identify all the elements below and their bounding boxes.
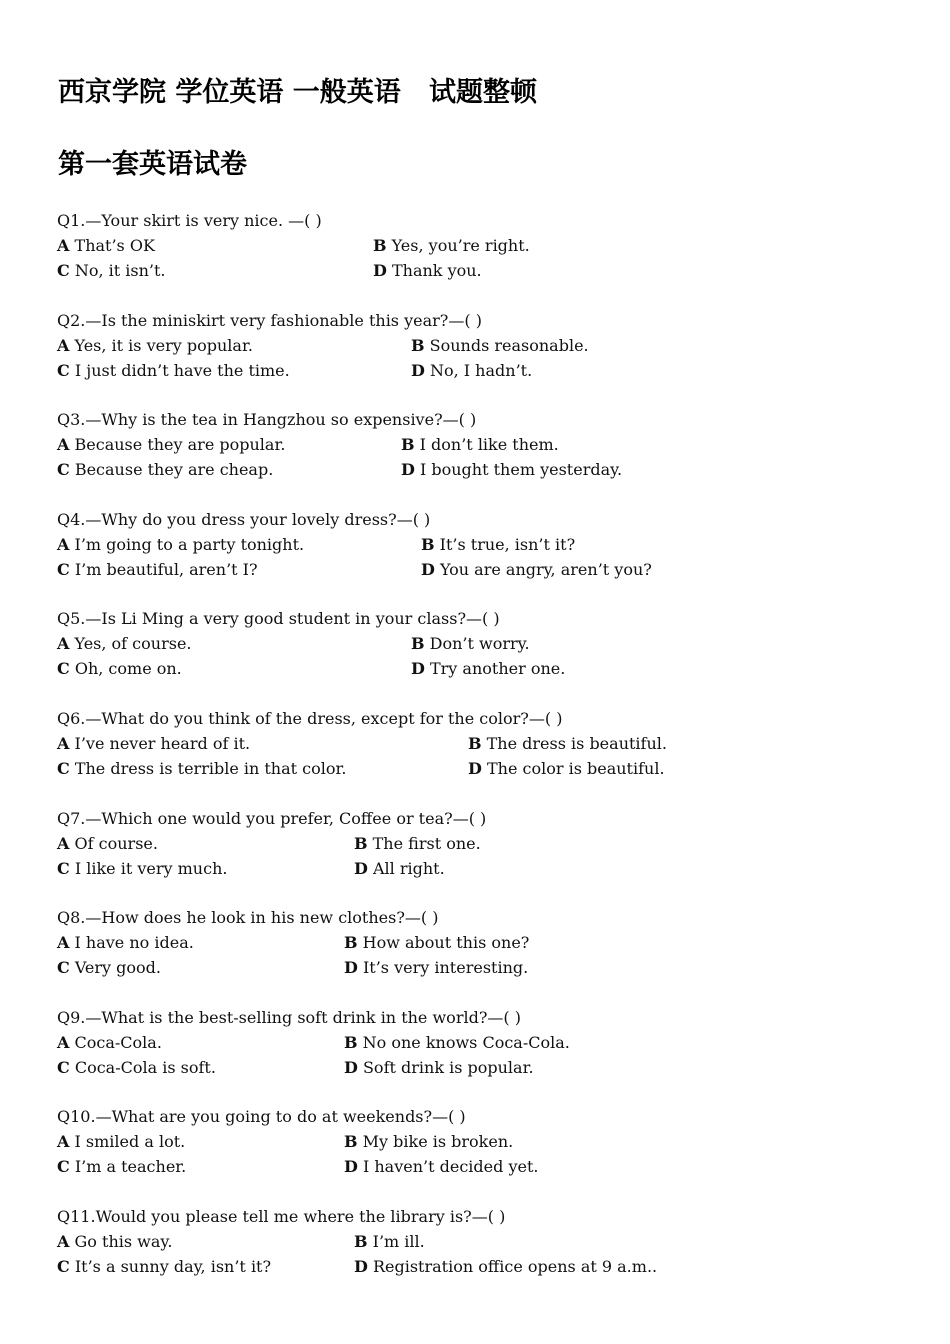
option-row	[57, 358, 937, 383]
option-a	[57, 1129, 185, 1154]
option-letter: B	[468, 733, 482, 753]
option-a	[57, 432, 285, 457]
option-row	[57, 1154, 937, 1179]
question-9	[57, 1005, 937, 1105]
option-letter: C	[57, 261, 70, 280]
option-text: Registration office opens at 9 a.m..	[372, 1256, 658, 1276]
option-text: Because they are cheap.	[74, 460, 274, 480]
option-row	[57, 1055, 937, 1080]
option-d	[344, 1055, 534, 1080]
option-text: Coca-Cola.	[74, 1032, 162, 1052]
question-5	[57, 606, 937, 706]
option-b	[344, 1030, 570, 1055]
question-11	[57, 1204, 937, 1304]
option-text: It’s a sunny day, isn’t it?	[74, 1256, 272, 1276]
option-row	[57, 1030, 937, 1055]
option-row	[57, 1129, 937, 1154]
question-2	[57, 308, 937, 408]
option-letter: D	[344, 1157, 358, 1177]
option-letter: D	[421, 559, 435, 579]
option-b	[401, 432, 559, 457]
question-3	[57, 407, 937, 507]
option-c	[57, 1055, 216, 1080]
option-b	[411, 631, 530, 656]
question-stem: Q9.—What is the best-selling soft drink in the world?—( )	[57, 1007, 521, 1027]
option-letter: D	[354, 1256, 368, 1276]
option-letter: A	[57, 1132, 70, 1152]
option-letter: C	[57, 460, 70, 480]
option-text: I like it very much.	[74, 858, 228, 878]
option-letter: C	[57, 858, 70, 878]
option-row	[57, 756, 937, 781]
option-d	[401, 457, 622, 482]
option-text: I bought them yesterday.	[419, 460, 623, 480]
option-text: Sounds reasonable.	[429, 335, 589, 355]
option-row	[57, 233, 937, 258]
option-text: You are angry, aren’t you?	[439, 559, 652, 579]
option-b	[421, 532, 575, 557]
option-d	[354, 1254, 657, 1279]
option-text: The dress is terrible in that color.	[74, 758, 347, 778]
option-text: I’m going to a party tonight.	[74, 534, 305, 554]
option-letter: D	[354, 858, 368, 878]
option-letter: A	[57, 1231, 70, 1251]
option-letter: B	[354, 833, 368, 853]
option-text: I don’t like them.	[419, 435, 559, 455]
option-b	[373, 233, 530, 258]
option-d	[411, 656, 565, 681]
question-list	[57, 208, 937, 1304]
option-row	[57, 258, 937, 283]
option-d	[411, 358, 532, 383]
option-d	[344, 955, 528, 980]
option-row	[57, 333, 937, 358]
option-letter: B	[411, 634, 425, 654]
option-b	[411, 333, 589, 358]
option-letter: C	[57, 559, 70, 579]
option-text: I’m ill.	[372, 1231, 425, 1251]
question-stem: Q3.—Why is the tea in Hangzhou so expensive?—( )	[57, 410, 477, 430]
option-letter: C	[57, 360, 70, 380]
question-stem: Q5.—Is Li Ming a very good student in your class?—( )	[57, 609, 500, 629]
option-letter: A	[57, 833, 70, 853]
option-text: Because they are popular.	[74, 435, 286, 455]
option-row	[57, 955, 937, 980]
option-row	[57, 831, 937, 856]
option-row	[57, 457, 937, 482]
option-text: My bike is broken.	[362, 1132, 514, 1152]
question-10	[57, 1104, 937, 1204]
option-c	[57, 557, 258, 582]
option-row	[57, 731, 937, 756]
option-text: Coca-Cola is soft.	[74, 1057, 216, 1077]
option-c	[57, 656, 182, 681]
option-c	[57, 358, 290, 383]
option-text: No, it isn’t.	[74, 261, 166, 280]
option-c	[57, 856, 227, 881]
option-row	[57, 1229, 937, 1254]
option-d	[468, 756, 665, 781]
option-letter: D	[344, 1057, 358, 1077]
option-text: That’s OK	[74, 236, 155, 255]
option-text: Don’t worry.	[429, 634, 530, 654]
option-text: Of course.	[74, 833, 158, 853]
option-text: I’m beautiful, aren’t I?	[74, 559, 258, 579]
option-letter: C	[57, 659, 70, 679]
option-text: No, I hadn’t.	[429, 360, 533, 380]
option-a	[57, 532, 304, 557]
option-c	[57, 1254, 271, 1279]
option-d	[373, 258, 482, 283]
option-letter: A	[57, 1032, 70, 1052]
option-row	[57, 631, 937, 656]
option-text: No one knows Coca-Cola.	[362, 1032, 570, 1052]
option-letter: B	[401, 435, 415, 455]
option-d	[354, 856, 445, 881]
document-title: 西京学院 学位英语 一般英语 试题整顿	[58, 77, 537, 108]
option-a	[57, 233, 155, 258]
option-text: The color is beautiful.	[486, 758, 665, 778]
option-letter: A	[57, 733, 70, 753]
option-c	[57, 457, 273, 482]
question-1	[57, 208, 937, 308]
option-row	[57, 656, 937, 681]
question-4	[57, 507, 937, 607]
question-6	[57, 706, 937, 806]
option-letter: A	[57, 534, 70, 554]
option-row	[57, 532, 937, 557]
option-letter: C	[57, 1256, 70, 1276]
option-letter: B	[421, 534, 435, 554]
option-a	[57, 1030, 162, 1055]
option-text: The dress is beautiful.	[486, 733, 667, 753]
option-text: Yes, of course.	[74, 634, 192, 654]
option-a	[57, 631, 192, 656]
option-d	[421, 557, 652, 582]
option-row	[57, 557, 937, 582]
option-text: Oh, come on.	[74, 659, 182, 679]
option-row	[57, 432, 937, 457]
question-stem: Q8.—How does he look in his new clothes?—( )	[57, 908, 439, 928]
option-letter: B	[344, 933, 358, 953]
option-c	[57, 756, 346, 781]
option-text: I smiled a lot.	[74, 1132, 186, 1152]
option-row	[57, 856, 937, 881]
option-b	[354, 1229, 425, 1254]
option-letter: B	[344, 1132, 358, 1152]
option-letter: C	[57, 1157, 70, 1177]
option-text: Try another one.	[429, 659, 566, 679]
option-letter: D	[468, 758, 482, 778]
option-text: I just didn’t have the time.	[74, 360, 290, 380]
option-text: Thank you.	[391, 261, 482, 280]
option-d	[344, 1154, 538, 1179]
option-letter: B	[344, 1032, 358, 1052]
option-a	[57, 333, 253, 358]
option-text: Go this way.	[74, 1231, 173, 1251]
option-letter: D	[401, 460, 415, 480]
question-stem: Q1.—Your skirt is very nice. —( )	[57, 211, 322, 230]
option-b	[354, 831, 481, 856]
option-letter: A	[57, 335, 70, 355]
option-text: Yes, it is very popular.	[74, 335, 253, 355]
question-stem: Q2.—Is the miniskirt very fashionable this year?—( )	[57, 310, 482, 330]
option-text: All right.	[372, 858, 445, 878]
option-c	[57, 1154, 186, 1179]
option-a	[57, 1229, 172, 1254]
question-stem: Q7.—Which one would you prefer, Coffee or tea?—( )	[57, 808, 487, 828]
question-stem: Q10.—What are you going to do at weekends?—( )	[57, 1107, 466, 1127]
option-text: It’s true, isn’t it?	[439, 534, 576, 554]
option-row	[57, 1254, 937, 1279]
option-text: The first one.	[372, 833, 481, 853]
paper-subtitle: 第一套英语试卷	[58, 149, 247, 180]
option-b	[344, 930, 529, 955]
option-text: It’s very interesting.	[362, 958, 529, 978]
option-c	[57, 955, 161, 980]
option-text: Yes, you’re right.	[391, 236, 530, 255]
option-letter: A	[57, 435, 70, 455]
option-letter: B	[354, 1231, 368, 1251]
option-a	[57, 831, 158, 856]
option-text: Very good.	[74, 958, 161, 978]
option-letter: C	[57, 958, 70, 978]
option-a	[57, 731, 250, 756]
option-letter: B	[411, 335, 425, 355]
option-text: I have no idea.	[74, 933, 194, 953]
question-7	[57, 806, 937, 906]
option-letter: D	[411, 659, 425, 679]
question-8	[57, 905, 937, 1005]
option-b	[468, 731, 667, 756]
option-text: Soft drink is popular.	[362, 1057, 534, 1077]
question-stem: Q4.—Why do you dress your lovely dress?—( )	[57, 509, 431, 529]
option-letter: C	[57, 758, 70, 778]
option-text: I’m a teacher.	[74, 1157, 187, 1177]
option-letter: C	[57, 1057, 70, 1077]
option-letter: D	[373, 261, 387, 280]
option-a	[57, 930, 194, 955]
option-text: How about this one?	[362, 933, 530, 953]
question-stem: Q6.—What do you think of the dress, except for the color?—( )	[57, 708, 563, 728]
option-letter: B	[373, 236, 387, 255]
option-letter: A	[57, 236, 70, 255]
option-letter: D	[344, 958, 358, 978]
option-text: I haven’t decided yet.	[362, 1157, 539, 1177]
question-stem: Q11.Would you please tell me where the library is?—( )	[57, 1206, 506, 1226]
option-c	[57, 258, 166, 283]
option-b	[344, 1129, 513, 1154]
option-letter: A	[57, 634, 70, 654]
option-letter: D	[411, 360, 425, 380]
option-text: I’ve never heard of it.	[74, 733, 251, 753]
option-letter: A	[57, 933, 70, 953]
option-row	[57, 930, 937, 955]
